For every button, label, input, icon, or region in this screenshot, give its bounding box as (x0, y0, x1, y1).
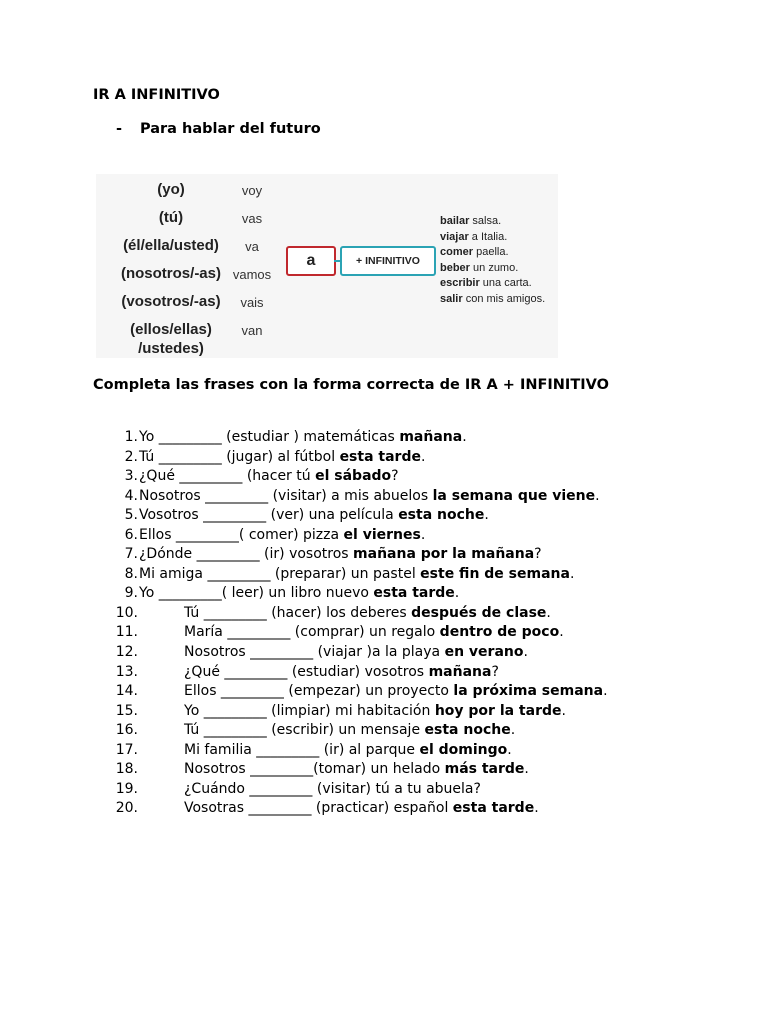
exercise-instruction: Completa las frases con la forma correcta de IR A + INFINITIVO (93, 377, 609, 393)
exercise-text: Tú _________ (escribir) un mensaje esta noche. (184, 722, 516, 739)
bullet-point (116, 121, 321, 137)
verb-vas: vas (241, 211, 263, 226)
time-expression: mañana por la mañana (353, 546, 535, 563)
exercise-text: Tú _________ (jugar) al fútbol esta tarde. (139, 448, 426, 465)
exercise-number: 17. (115, 741, 138, 758)
exercise-item (110, 780, 481, 800)
exercise-item (110, 545, 542, 565)
example-item: escribir una carta. (440, 277, 532, 289)
example-item: beber un zumo. (440, 261, 519, 274)
exercise-item (110, 604, 551, 624)
exercise-item (110, 506, 489, 526)
exercise-text: Yo _________ (limpiar) mi habitación hoy por la tarde. (184, 702, 566, 719)
exercise-number: 4. (124, 487, 138, 504)
example-item: bailar salsa. (440, 215, 502, 227)
verb-voy: voy (241, 183, 263, 198)
exercise-item (110, 526, 426, 546)
time-expression: esta tarde (452, 800, 535, 817)
time-expression: este fin de semana (420, 565, 570, 582)
exercise-text: Tú _________ (hacer) los deberes después de clase. (184, 604, 551, 621)
exercise-number: 19. (115, 780, 138, 797)
exercise-number: 5. (124, 507, 138, 524)
pronoun-el-ella-usted: (él/ella/usted) (123, 237, 219, 254)
exercise-text: Ellos _________( comer) pizza el viernes. (139, 526, 426, 543)
exercise-number: 18. (115, 761, 138, 778)
exercise-text: Ellos _________ (empezar) un proyecto la próxima semana. (184, 683, 608, 700)
bullet-text: Para hablar del futuro (140, 121, 321, 137)
time-expression: esta noche (424, 722, 511, 739)
pronoun-tu: (tú) (158, 209, 184, 226)
time-expression: esta noche (398, 507, 485, 524)
exercise-text: Nosotros _________ (visitar) a mis abuelos la semana que viene. (139, 487, 600, 504)
exercise-number: 14. (115, 683, 138, 700)
exercise-item (110, 487, 600, 507)
exercise-list (110, 428, 608, 819)
exercise-number: 1. (124, 429, 138, 445)
exercise-item (110, 584, 460, 604)
preposition-a-box: a (286, 246, 336, 276)
exercise-text: ¿Cuándo _________ (visitar) tú a tu abuela? (184, 780, 481, 797)
time-expression: mañana (399, 429, 463, 445)
pronoun-yo: (yo) (157, 181, 185, 198)
exercise-number: 3. (124, 468, 138, 485)
exercise-item (110, 702, 566, 722)
time-expression: el sábado (315, 468, 392, 485)
time-expression: después de clase (411, 604, 547, 621)
time-expression: en verano (444, 644, 524, 661)
exercise-text: Nosotros _________ (viajar )a la playa en verano. (184, 644, 528, 661)
conjugation-figure (96, 174, 558, 358)
verb-vais: vais (240, 295, 264, 310)
exercise-text: ¿Qué _________ (hacer tú el sábado? (139, 468, 399, 485)
time-expression: la próxima semana (453, 683, 604, 700)
exercise-item (110, 565, 575, 585)
exercise-text: ¿Dónde _________ (ir) vosotros mañana por la mañana? (139, 546, 542, 563)
exercise-number: 16. (115, 722, 138, 739)
time-expression: la semana que viene (432, 487, 596, 504)
exercise-text: ¿Qué _________ (estudiar) vosotros mañana? (184, 663, 499, 680)
pronoun-vosotros: (vosotros/-as) (121, 293, 221, 310)
exercise-number: 10. (115, 604, 138, 621)
exercise-number: 20. (115, 800, 138, 817)
exercise-item (110, 663, 499, 683)
exercise-number: 12. (115, 644, 138, 661)
example-item: comer paella. (440, 246, 509, 258)
time-expression: mañana (428, 663, 492, 680)
exercise-item (110, 448, 426, 468)
exercise-text: María _________ (comprar) un regalo dentro de poco. (184, 624, 564, 641)
example-item: salir con mis amigos. (440, 292, 546, 305)
exercise-number: 9. (124, 585, 138, 602)
time-expression: esta tarde (339, 448, 421, 465)
time-expression: el viernes (343, 526, 421, 543)
exercise-text: Vosotras _________ (practicar) español esta tarde. (184, 800, 539, 817)
exercise-item (110, 799, 539, 819)
exercise-text: Vosotros _________ (ver) una película esta noche. (139, 507, 489, 524)
verb-vamos: vamos (232, 267, 272, 282)
verb-va: va (245, 239, 259, 254)
time-expression: esta tarde (373, 585, 455, 602)
pronoun-ustedes: /ustedes) (138, 340, 204, 357)
verb-van: van (241, 323, 263, 338)
exercise-text: Yo _________ (estudiar ) matemáticas mañana. (139, 429, 467, 445)
time-expression: dentro de poco (439, 624, 560, 641)
exercise-item (110, 721, 516, 741)
exercise-item (110, 682, 608, 702)
exercise-text: Mi familia _________ (ir) al parque el domingo. (184, 741, 512, 758)
exercise-item (110, 741, 512, 761)
exercise-item (110, 643, 528, 663)
exercise-number: 8. (124, 565, 138, 582)
exercise-number: 6. (124, 526, 138, 543)
exercise-item (110, 623, 564, 643)
exercise-number: 13. (115, 663, 138, 680)
infinitivo-box: + INFINITIVO (340, 246, 436, 276)
exercise-text: Yo _________( leer) un libro nuevo esta tarde. (139, 585, 460, 602)
exercise-number: 7. (124, 546, 138, 563)
exercise-item (110, 467, 399, 487)
time-expression: hoy por la tarde (434, 702, 562, 719)
document-title: IR A INFINITIVO (93, 87, 220, 103)
pronoun-nosotros: (nosotros/-as) (120, 265, 221, 282)
exercise-item (110, 760, 529, 780)
time-expression: el domingo (419, 741, 508, 758)
exercise-text: Nosotros _________(tomar) un helado más tarde. (184, 761, 529, 778)
example-item: viajar a Italia. (440, 230, 508, 243)
exercise-number: 11. (115, 624, 138, 641)
exercise-text: Mi amiga _________ (preparar) un pastel este fin de semana. (139, 565, 575, 582)
pronoun-ellos-ellas: (ellos/ellas) (130, 321, 212, 338)
time-expression: más tarde (444, 761, 525, 778)
exercise-item (110, 428, 467, 448)
exercise-number: 2. (124, 448, 138, 465)
bullet-dash: - (116, 121, 123, 137)
exercise-number: 15. (115, 702, 138, 719)
examples-list (440, 214, 545, 307)
